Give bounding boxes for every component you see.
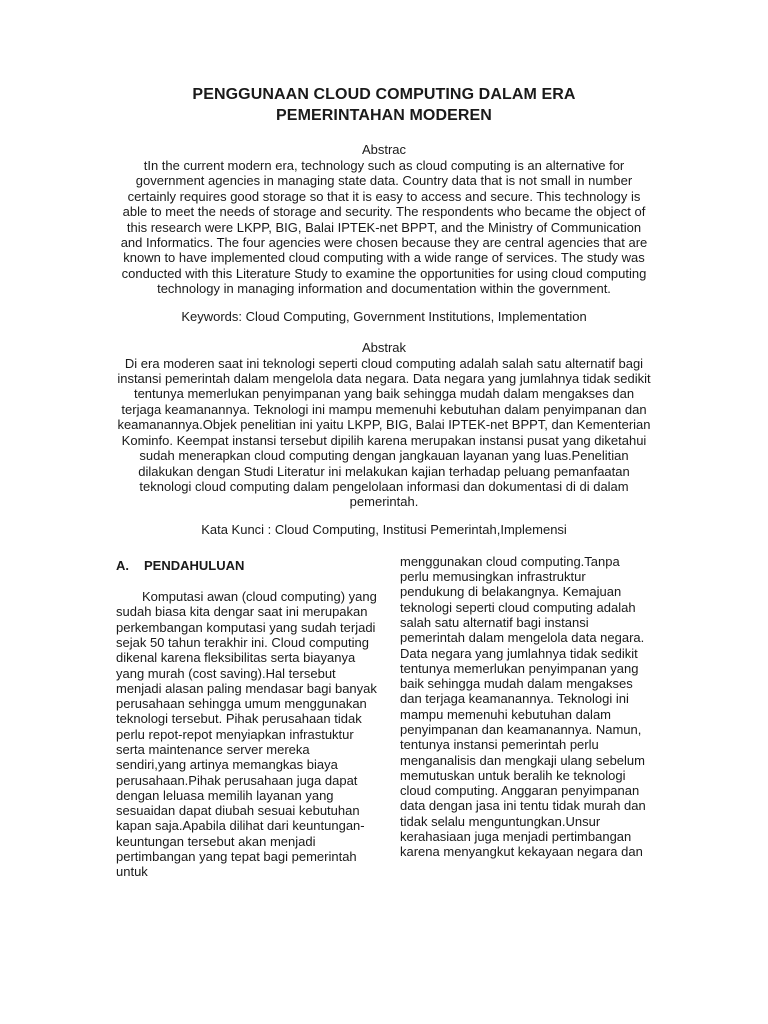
section-title: PENDAHULUAN [144, 557, 245, 573]
abstract-id-body: Di era moderen saat ini teknologi seperti cloud computing adalah salah satu alternatif bagi instansi pemerintah dalam mengelola data negara. Data negara yang jumlahnya tidak sedikit tentunya memerlukan penyimpanan yang baik sehingga mudah dalam mengakses dan terjaga keamanannya. Teknologi ini mampu memenuhi kebutuhan dalam penyimpanan dan keamanannya.Objek penelitian ini yaitu LKPP, BIG, Balai IPTEK-net BPPT, dan Kementerian Kominfo. Keempat instansi tersebut dipilih karena merupakan instansi pusat yang diketahui sudah menerapkan cloud computing dengan jangkauan layanan yang luas.Penelitian dilakukan dengan Studi Literatur ini melakukan kajian terhadap peluang pemanfaatan teknologi cloud computing dalam pengelolaan informasi dan dokumentasi di di dalam pemerintah. [117, 355, 651, 510]
abstract-id-keywords: Kata Kunci : Cloud Computing, Institusi Pemerintah,Implemensi [201, 521, 567, 537]
title-line-1: PENGGUNAAN CLOUD COMPUTING DALAM ERA [192, 86, 576, 103]
right-paragraph: menggunakan cloud computing.Tanpa perlu memusingkan infrastruktur pendukung di belakangnya. Kemajuan teknologi seperti cloud computing adalah salah satu alternatif bagi instansi pemerintah dalam mengelola data negara. Data negara yang jumlahnya tidak sedikit tentunya memerlukan penyimpanan yang baik sehingga mudah dalam mengakses dan terjaga keamanannya. Teknologi ini mampu memenuhi kebutuhan dalam penyimpanan dan keamanannya. Namun, tentunya instansi pemerintah perlu menganalisis dan mengkaji ulang sebelum memutuskan untuk beralih ke teknologi cloud computing. Anggaran penyimpanan data dengan jasa ini tentu tidak murah dan tidak selalu menguntungkan.Unsur kerahasiaan juga menjadi pertimbangan karena menyangkut kekayaan negara dan [400, 553, 646, 860]
right-column [400, 554, 652, 880]
abstract-en-heading: Abstrac [361, 142, 407, 157]
left-column [116, 558, 380, 880]
left-paragraph: Komputasi awan (cloud computing) yang sudah biasa kita dengar saat ini merupakan perkembangan komputasi yang sudah terjadi sejak 50 tahun terakhir ini. Cloud computing dikenal karena fleksibilitas serta biayanya yang murah (cost saving).Hal tersebut menjadi alasan paling mendasar bagi banyak perusahaan sehingga umum menggunakan teknologi tersebut. Pihak perusahaan tidak perlu repot-repot menyiapkan infrastuktur serta maintenance server mereka sendiri,yang artinya memangkas biaya perusahaan.Pihak perusahaan juga dapat dengan leluasa memilih layanan yang sesuaidan dapat diubah sesuai kebutuhan kapan saja.Apabila dilihat dari keuntungan-keuntungan tersebut akan menjadi pertimbangan yang tepat bagi pemerintah untuk [116, 589, 377, 880]
section-heading [116, 558, 380, 573]
section-number: A. [116, 557, 129, 573]
title-line-2: PEMERINTAHAN MODEREN [276, 107, 492, 124]
paper-title [116, 84, 652, 126]
abstract-id-heading: Abstrak [361, 339, 407, 355]
body-columns [116, 553, 652, 880]
abstract-en-keywords: Keywords: Cloud Computing, Government Institutions, Implementation [181, 308, 587, 324]
abstract-en-body: tIn the current modern era, technology such as cloud computing is an alternative for government agencies in managing state data. Country data that is not small in number certainly requires good storage so that it is easy to access and secure. This technology is able to meet the needs of storage and security. The respondents who became the object of this research were LKPP, BIG, Balai IPTEK-net BPPT, and the Ministry of Communication and Informatics. The four agencies were chosen because they are central agencies that are known to have implemented cloud computing with a wide range of services. The study was conducted with this Literature Study to examine the opportunities for using cloud computing technology in managing information and documentation within the government. [120, 158, 648, 297]
